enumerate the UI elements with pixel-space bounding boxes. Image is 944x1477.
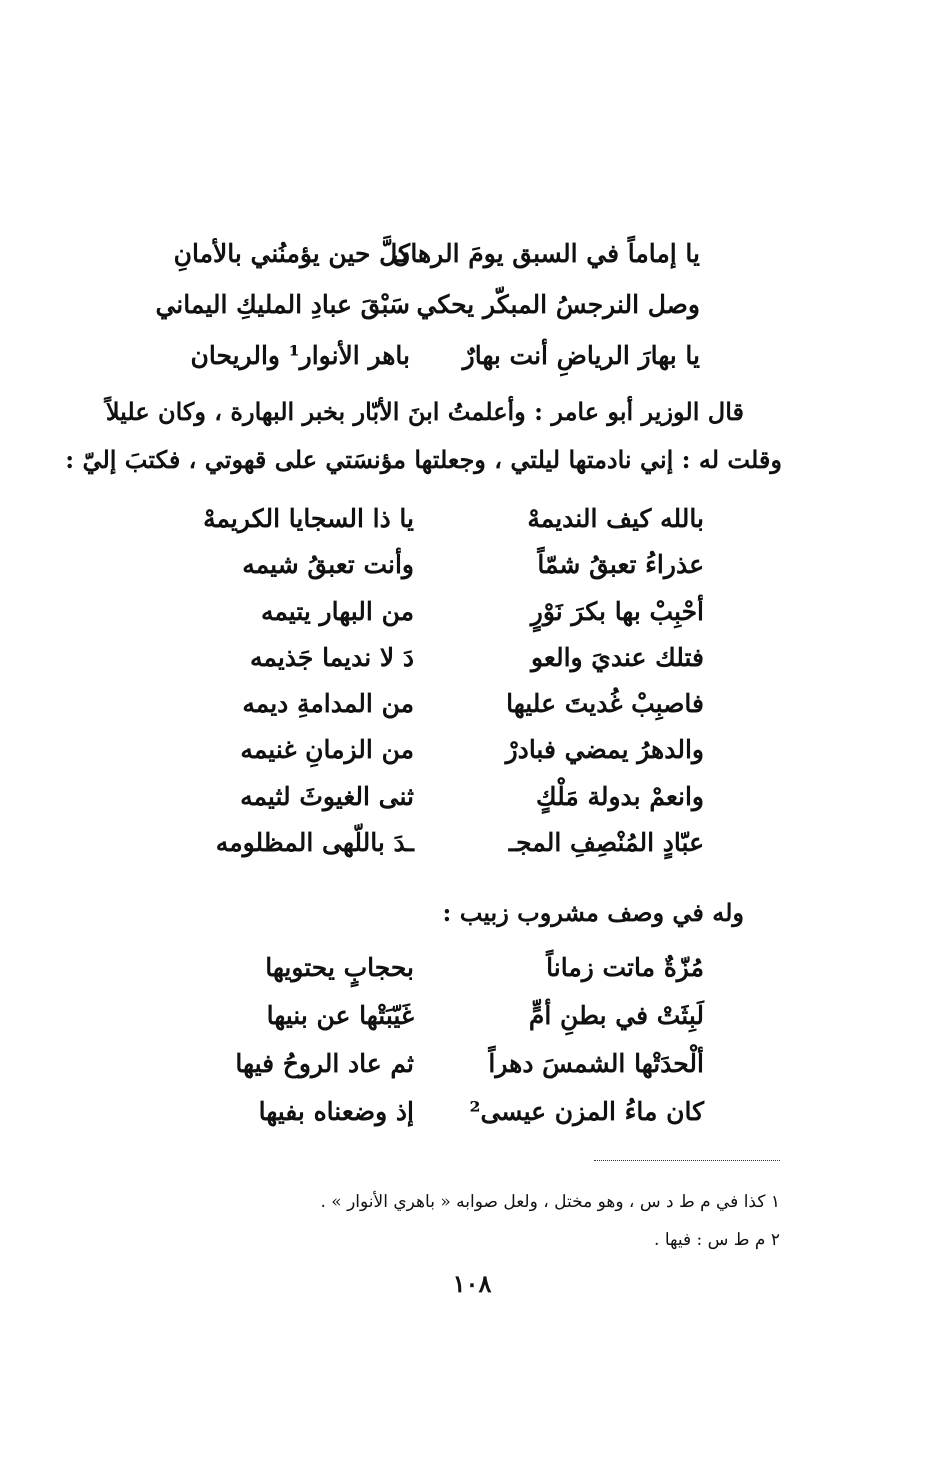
- verse-line: [184, 820, 704, 866]
- poem-3: [184, 944, 704, 1136]
- verse-line: [184, 1088, 704, 1136]
- second-hemistich: باهر الأنوار¹ والريحان: [190, 341, 410, 370]
- prose-paragraph-line: وله في وصف مشروب زبيب :: [442, 898, 744, 927]
- first-hemistich: ألْحدَتْها الشمسَ دهراً: [488, 1049, 704, 1078]
- prose-paragraph-line: قال الوزير أبو عامر : وأعلمتُ ابنَ الأبّار بخبر البهارة ، وكان عليلاً: [105, 397, 744, 426]
- verse-line: [184, 542, 704, 588]
- first-hemistich: يا بهارَ الرياضِ أنت بهارٌ: [462, 341, 700, 370]
- first-hemistich: يا إماماً في السبق يومَ الرهان: [392, 239, 700, 268]
- second-hemistich: من الزمانِ غنيمه: [240, 735, 414, 765]
- second-hemistich: دَ لا نديما جَذيمه: [249, 642, 414, 672]
- page-number: ١٠٨: [452, 1269, 492, 1298]
- first-hemistich: فاصبِبْ غُديتَ عليها: [506, 689, 704, 719]
- footnote-divider: [594, 1160, 780, 1161]
- footnote: ١ كذا في م ط د س ، وهو مختل ، ولعل صوابه « باهري الأنوار » .: [320, 1192, 780, 1212]
- second-hemistich: ـدَ باللّهى المظلومه: [215, 828, 414, 858]
- first-hemistich: كان ماءُ المزن عيسى²: [469, 1097, 704, 1126]
- first-hemistich: بالله كيف النديمهْ: [527, 504, 704, 533]
- first-hemistich: وانعمْ بدولة مَلْكٍ: [536, 781, 704, 811]
- second-hemistich: يا ذا السجايا الكريمهْ: [203, 504, 414, 533]
- verse-line: [155, 279, 700, 330]
- second-hemistich: إذ وضعناه بفيها: [258, 1097, 414, 1126]
- verse-line: [184, 727, 704, 773]
- verse-line: [180, 330, 700, 381]
- verse-line: [184, 944, 704, 992]
- prose-paragraph-line: وقلت له : إني نادمتها ليلتي ، وجعلتها مؤنسَتي على قهوتي ، فكتبَ إليّ :: [65, 445, 782, 474]
- footnote: ٢ م ط س : فيها .: [654, 1230, 780, 1250]
- first-hemistich: لَبِثَتْ في بطنِ أمٍّ: [528, 1001, 704, 1030]
- verse-line: [173, 228, 700, 279]
- second-hemistich: ثم عاد الروحُ فيها: [235, 1049, 414, 1078]
- first-hemistich: فتلك عنديَ والعو: [530, 642, 704, 672]
- second-hemistich: سَبْقَ عبادِ المليكِ اليماني: [155, 290, 410, 319]
- verse-line: [184, 589, 704, 635]
- verse-line: [184, 496, 704, 542]
- first-hemistich: والدهرُ يمضي فبادرْ: [505, 735, 704, 765]
- second-hemistich: بحجابٍ يحتويها: [265, 953, 414, 982]
- second-hemistich: وأنت تعبقُ شيمه: [242, 550, 414, 580]
- verse-line: [184, 1040, 704, 1088]
- poem-2: [184, 496, 704, 866]
- verse-line: [184, 774, 704, 820]
- second-hemistich: من البهار يتيمه: [260, 596, 414, 626]
- first-hemistich: وصل النرجسُ المبكّر يحكي: [416, 290, 700, 319]
- verse-line: [184, 992, 704, 1040]
- second-hemistich: ثنى الغيوثَ لثيمه: [240, 781, 414, 811]
- first-hemistich: عبّادٍ المُنْصِفِ المجـ: [508, 828, 704, 858]
- poem-1: [155, 228, 700, 381]
- second-hemistich: غَيّبَتْها عن بنيها: [266, 1001, 414, 1030]
- first-hemistich: عذراءُ تعبقُ شمّاً: [537, 550, 704, 580]
- first-hemistich: مُزّةٌ ماتت زماناً: [546, 953, 704, 982]
- first-hemistich: أحْبِبْ بها بكرَ نَوْرٍ: [530, 596, 704, 626]
- verse-line: [184, 635, 704, 681]
- second-hemistich: كلَّ حين يؤمنُني بالأمانِ: [173, 239, 410, 268]
- second-hemistich: من المدامةِ ديمه: [242, 689, 414, 719]
- verse-line: [184, 681, 704, 727]
